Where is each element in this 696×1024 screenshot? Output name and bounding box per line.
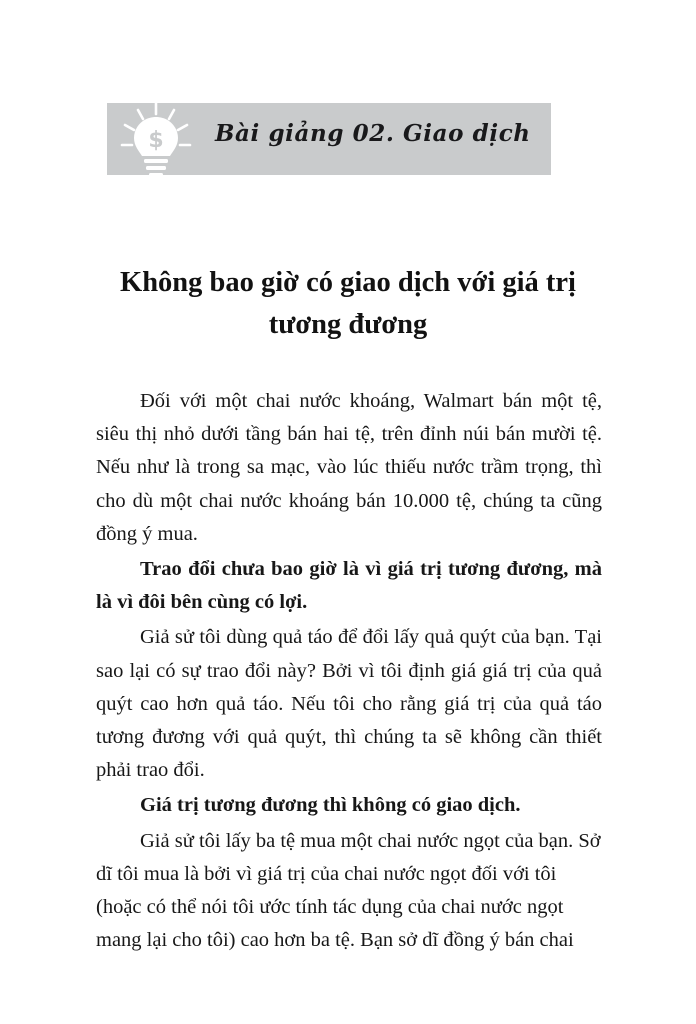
paragraph-emphasis: Giá trị tương đương thì không có giao dịch. — [140, 794, 521, 817]
body-text — [96, 385, 602, 959]
paragraph: Đối với một chai nước khoáng, Walmart bán một tệ, siêu thị nhỏ dưới tầng bán hai tệ, trên đỉnh núi bán mười tệ. Nếu như là trong sa mạc, vào lúc thiếu nước trầm trọng, thì cho dù một chai nước khoáng bán 10.000 tệ, chúng ta cũng đồng ý mua. — [96, 390, 602, 545]
chapter-banner-title: Bài giảng 02. Giao dịch — [215, 120, 531, 147]
paragraph-emphasis: Trao đổi chưa bao giờ là vì giá trị tương đương, mà là vì đôi bên cùng có lợi. — [96, 558, 602, 614]
paragraph: Giả sử tôi lấy ba tệ mua một chai nước ngọt của bạn. Sở dĩ tôi mua là bởi vì giá trị của chai nước ngọt đối với tôi (hoặc có thể nói tôi ước tính tác dụng của chai nước ngọt mang lại cho tôi) cao hơn ba tệ. Bạn sở dĩ đồng ý bán chai — [96, 829, 601, 952]
lightbulb-icon — [118, 101, 194, 181]
svg-text:$: $ — [148, 128, 164, 153]
page-title: Không bao giờ có giao dịch với giá trị tương đương — [120, 267, 576, 341]
paragraph: Giả sử tôi dùng quả táo để đổi lấy quả quýt của bạn. Tại sao lại có sự trao đổi này? Bởi vì tôi định giá giá trị của quả quýt cao hơn quả táo. Nếu tôi cho rằng giá trị của quả táo tương đương với quả quýt, thì chúng ta sẽ không cần thiết phải trao đổi. — [96, 626, 602, 782]
